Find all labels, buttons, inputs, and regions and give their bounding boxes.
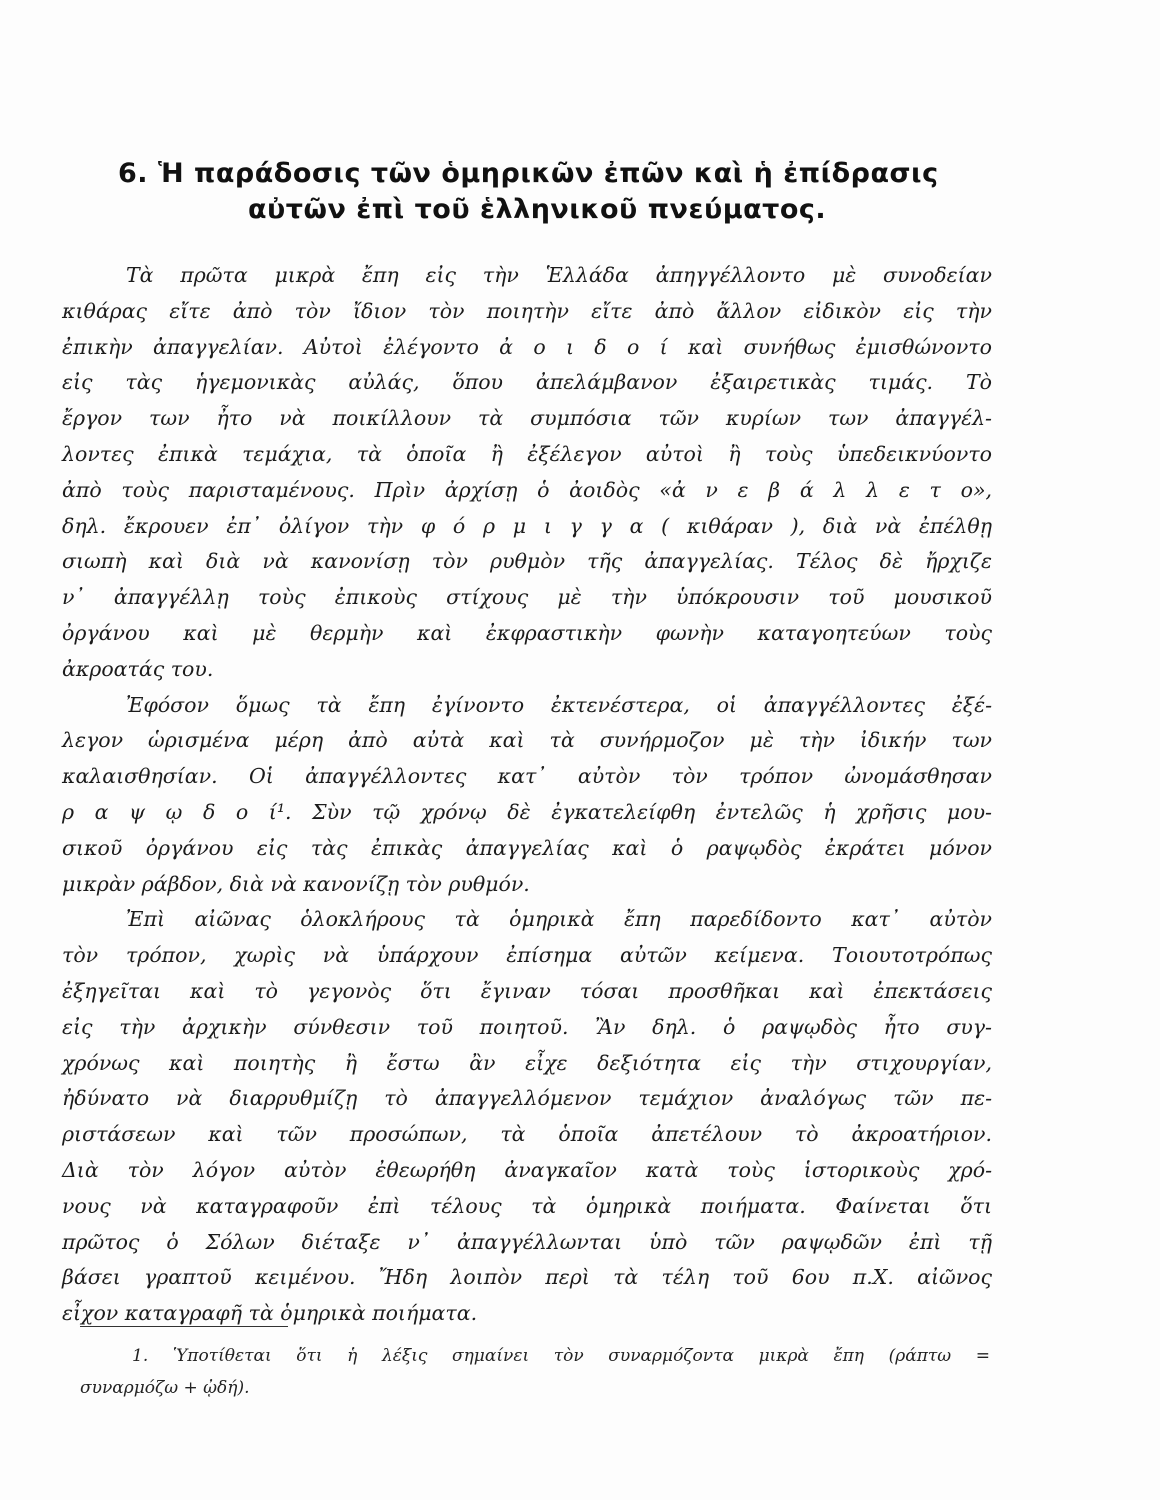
footnote-divider (80, 1326, 288, 1327)
body-line: ἀκροατάς του. (62, 656, 214, 681)
body-line: ἐπικὴν ἀπαγγελίαν. Αὐτοὶ ἐλέγοντο ἀ ο ι δ ο ί καὶ συνήθως ἐμισθώνοντο (62, 334, 992, 359)
body-line: εἶχον καταγραφῆ τὰ ὁμηρικὰ ποιήματα. (62, 1301, 478, 1326)
body-line: λοντες ἐπικὰ τεμάχια, τὰ ὁποῖα ἢ ἐξέλεγον αὐτοὶ ἢ τοὺς ὑπεδεικνύοντο (62, 441, 992, 466)
body-line: κιθάρας εἴτε ἀπὸ τὸν ἴδιον τὸν ποιητὴν εἴτε ἀπὸ ἄλλον εἰδικὸν εἰς τὴν (62, 298, 992, 323)
footnote (80, 1340, 990, 1404)
heading-line-1: 6. Ἡ παράδοσις τῶν ὁμηρικῶν ἐπῶν καὶ ἡ ἐπίδρασις (118, 158, 939, 189)
body-line: Διὰ τὸν λόγον αὐτὸν ἐθεωρήθη ἀναγκαῖον κατὰ τοὺς ἱστορικοὺς χρό- (62, 1157, 992, 1182)
body-line: ριστάσεων καὶ τῶν προσώπων, τὰ ὁποῖα ἀπετέλουν τὸ ἀκροατήριον. (62, 1122, 992, 1147)
body-line: λεγον ὡρισμένα μέρη ἀπὸ αὐτὰ καὶ τὰ συνήρμοζον μὲ τὴν ἰδικήν των (62, 728, 992, 753)
body-line: τὸν τρόπον, χωρὶς νὰ ὑπάρχουν ἐπίσημα αὐτῶν κείμενα. Τοιουτοτρόπως (62, 943, 992, 968)
body-line: ρ α ψ ῳ δ ο ί¹. Σὺν τῷ χρόνῳ δὲ ἐγκατελείφθη ἐντελῶς ἡ χρῆσις μου- (62, 799, 992, 824)
body-line: σιωπὴ καὶ διὰ νὰ κανονίσῃ τὸν ρυθμὸν τῆς ἀπαγγελίας. Τέλος δὲ ἤρχιζε (62, 549, 992, 574)
body-line: ὀργάνου καὶ μὲ θερμὴν καὶ ἐκφραστικὴν φωνὴν καταγοητεύων τοὺς (62, 620, 992, 645)
body-line: χρόνως καὶ ποιητὴς ἢ ἔστω ἂν εἶχε δεξιότητα εἰς τὴν στιχουργίαν, (62, 1050, 992, 1075)
body-line: σικοῦ ὀργάνου εἰς τὰς ἐπικὰς ἀπαγγελίας καὶ ὁ ραψῳδὸς ἐκράτει μόνον (62, 835, 992, 860)
body-line: ν᾽ ἀπαγγέλλῃ τοὺς ἐπικοὺς στίχους μὲ τὴν ὑπόκρουσιν τοῦ μουσικοῦ (62, 585, 992, 610)
body-line: δηλ. ἔκρουεν ἐπ᾽ ὀλίγον τὴν φ ό ρ μ ι γ γ α ( κιθάραν ), διὰ νὰ ἐπέλθῃ (62, 513, 992, 538)
footnote-line-2: συναρμόζω + ᾠδή). (80, 1378, 250, 1398)
body-line: ἔργον των ἦτο νὰ ποικίλλουν τὰ συμπόσια τῶν κυρίων των ἀπαγγέλ- (62, 406, 992, 431)
body-line: εἰς τὴν ἀρχικὴν σύνθεσιν τοῦ ποιητοῦ. Ἂν δηλ. ὁ ραψῳδὸς ἦτο συγ- (62, 1014, 992, 1039)
body-line: ἐξηγεῖται καὶ τὸ γεγονὸς ὅτι ἔγιναν τόσαι προσθῆκαι καὶ ἐπεκτάσεις (62, 978, 992, 1003)
body-line: ἠδύνατο νὰ διαρρυθμίζῃ τὸ ἀπαγγελλόμενον τεμάχιον ἀναλόγως τῶν πε- (62, 1086, 992, 1111)
body-line: νους νὰ καταγραφοῦν ἐπὶ τέλους τὰ ὁμηρικὰ ποιήματα. Φαίνεται ὅτι (62, 1193, 992, 1218)
body-line: βάσει γραπτοῦ κειμένου. Ἤδη λοιπὸν περὶ τὰ τέλη τοῦ 6ου π.Χ. αἰῶνος (62, 1265, 992, 1290)
heading-line-2: αὐτῶν ἐπὶ τοῦ ἑλληνικοῦ πνεύματος. (248, 194, 827, 225)
body-line: καλαισθησίαν. Οἱ ἀπαγγέλλοντες κατ᾽ αὐτὸν τὸν τρόπον ὠνομάσθησαν (62, 764, 992, 789)
section-heading (110, 156, 1010, 228)
body-line: Ἐπὶ αἰῶνας ὁλοκλήρους τὰ ὁμηρικὰ ἔπη παρεδίδοντο κατ᾽ αὐτὸν (126, 907, 992, 932)
body-line: Τὰ πρῶτα μικρὰ ἔπη εἰς τὴν Ἑλλάδα ἀπηγγέλλοντο μὲ συνοδείαν (126, 263, 992, 287)
body-line: Ἐφόσον ὅμως τὰ ἔπη ἐγίνοντο ἐκτενέστερα, οἱ ἀπαγγέλλοντες ἐξέ- (126, 692, 992, 717)
body-line: ἀπὸ τοὺς παρισταμένους. Πρὶν ἀρχίσῃ ὁ ἀοιδὸς «ἀ ν ε β ά λ λ ε τ ο», (62, 477, 992, 502)
body-line: μικρὰν ράβδον, διὰ νὰ κανονίζῃ τὸν ρυθμόν. (62, 871, 530, 896)
footnote-line-1: 1. Ὑποτίθεται ὅτι ἡ λέξις σημαίνει τὸν συναρμόζοντα μικρὰ ἔπη (ράπτω = (132, 1346, 990, 1366)
body-line: εἰς τὰς ἡγεμονικὰς αὐλάς, ὅπου ἀπελάμβανον ἐξαιρετικὰς τιμάς. Τὸ (62, 370, 992, 395)
body-line: πρῶτος ὁ Σόλων διέταξε ν᾽ ἀπαγγέλλωνται ὑπὸ τῶν ραψῳδῶν ἐπὶ τῇ (62, 1229, 992, 1254)
body-text (62, 258, 992, 1332)
